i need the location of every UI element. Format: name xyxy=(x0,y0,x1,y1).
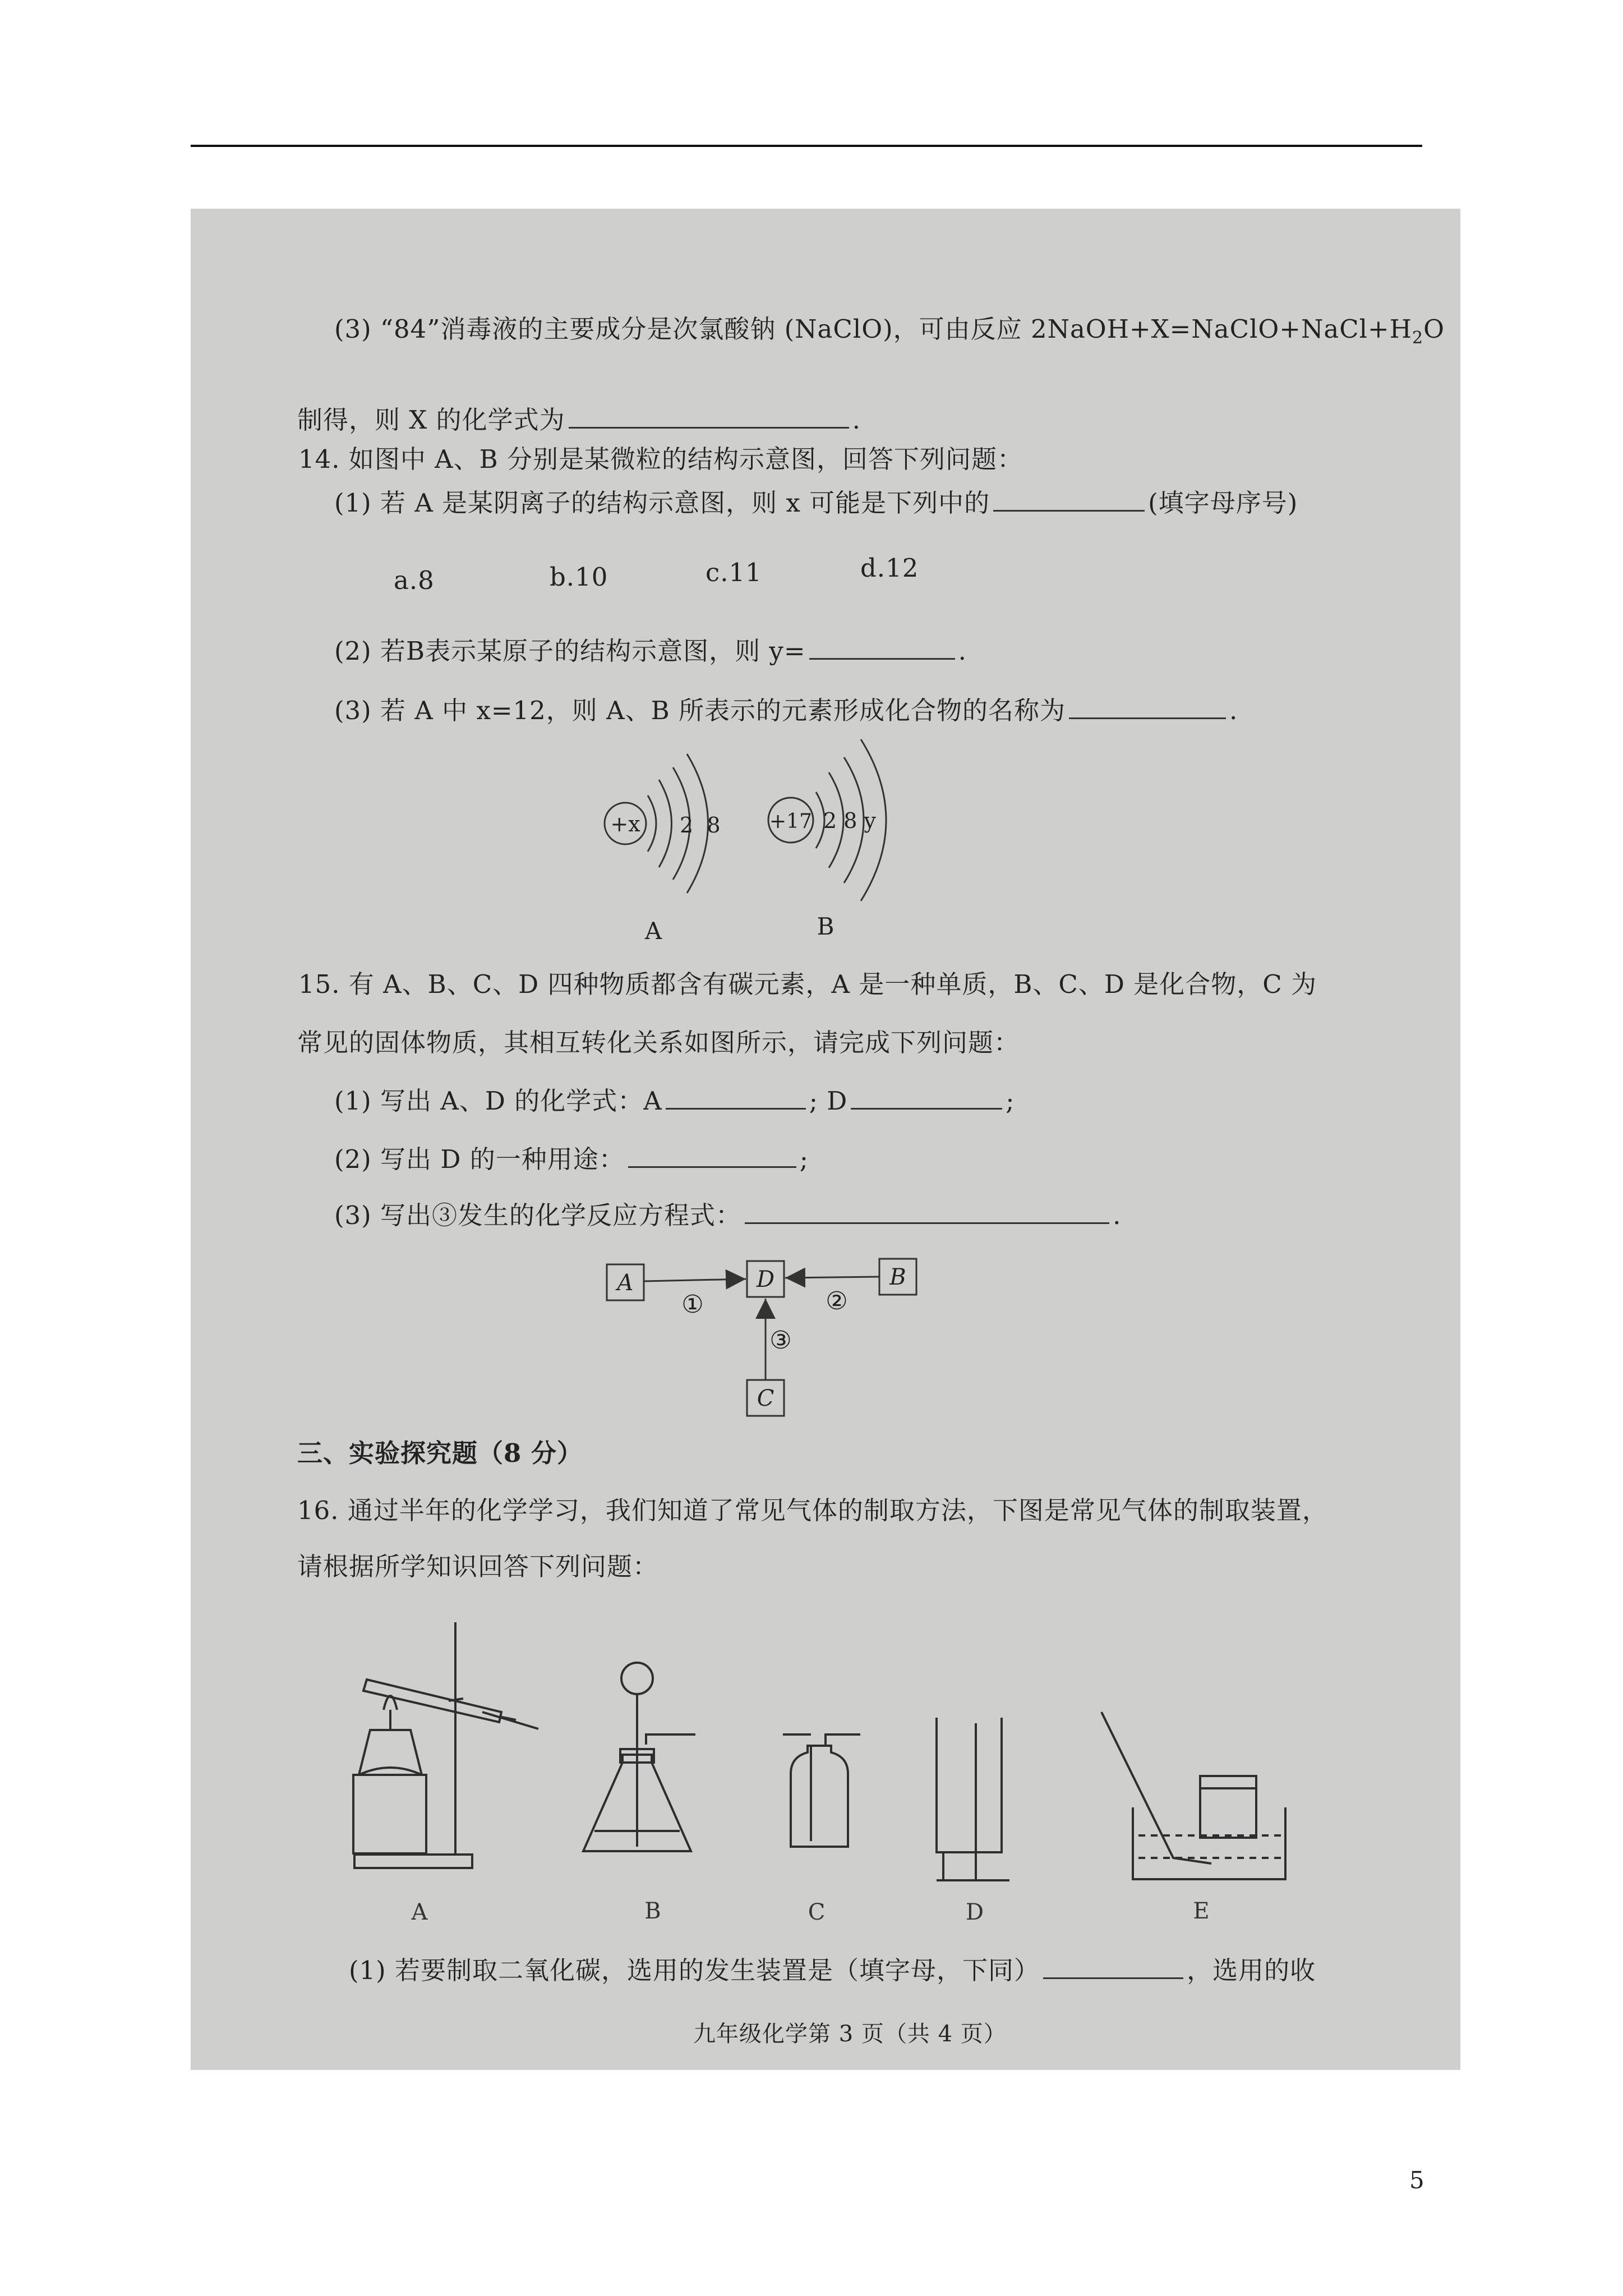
reaction-1-label: ① xyxy=(681,1290,704,1319)
footer-page-label: 九年级化学第 3 页（共 4 页） xyxy=(693,2021,1007,2047)
q14-stem: 14. 如图中 A、B 分别是某微粒的结构示意图，回答下列问题： xyxy=(298,444,1023,474)
box-c-label: C xyxy=(757,1386,774,1411)
box-b-label: B xyxy=(889,1264,906,1290)
q14-option-a: a.8 xyxy=(394,565,435,595)
reaction-3-label: ③ xyxy=(769,1326,792,1355)
atom-a-nucleus: +x xyxy=(610,812,640,836)
apparatus-label-b: B xyxy=(644,1898,661,1924)
atom-a-shells: 2 8 xyxy=(680,813,721,838)
q16-line2: 请根据所学知识回答下列问题： xyxy=(297,1552,659,1581)
q14-option-d: d.12 xyxy=(860,553,919,583)
q14-p2: (2) 若B表示某原子的结构示意图，则 y= . xyxy=(334,636,967,666)
apparatus-d xyxy=(937,1718,1009,1880)
q14-p3: (3) 若 A 中 x=12，则 A、B 所表示的元素形成化合物的名称为 . xyxy=(334,696,1238,725)
apparatus-diagram xyxy=(191,209,1460,2070)
q14-option-c: c.11 xyxy=(706,558,762,587)
atom-a-label: A xyxy=(644,917,662,945)
box-a-label: A xyxy=(617,1270,634,1296)
q14-option-b: b.10 xyxy=(550,562,608,592)
q13-p3-line1: (3) “84”消毒液的主要成分是次氯酸钠 (NaClO)，可由反应 $2NaOH+X=NaClO+NaCl+H_2O$ xyxy=(334,314,1445,348)
reaction-2-label: ② xyxy=(826,1287,848,1315)
apparatus-b xyxy=(583,1663,695,1851)
atom-b-label: B xyxy=(817,913,834,940)
apparatus-label-d: D xyxy=(965,1899,984,1925)
header-rule xyxy=(191,145,1422,147)
apparatus-label-e: E xyxy=(1193,1898,1210,1924)
q15-line1: 15. 有 A、B、C、D 四种物质都含有碳元素，A 是一种单质，B、C、D 是化合物，C 为 xyxy=(298,969,1317,999)
atom-b-shells: 2 8 y xyxy=(823,808,876,833)
q16-p1: (1) 若要制取二氧化碳，选用的发生装置是（填字母，下同） ，选用的收 xyxy=(349,1955,1316,1985)
q15-p1: (1) 写出 A、D 的化学式：A ; D ; xyxy=(334,1086,1015,1116)
apparatus-a xyxy=(353,1622,538,1868)
q14-p1: (1) 若 A 是某阴离子的结构示意图，则 x 可能是下列中的 (填字母序号) xyxy=(334,488,1298,518)
q15-line2: 常见的固体物质，其相互转化关系如图所示，请完成下列问题： xyxy=(297,1028,1020,1057)
page-number: 5 xyxy=(1409,2166,1424,2194)
apparatus-c xyxy=(783,1734,860,1847)
section-3-title: 三、实验探究题（8 分） xyxy=(297,1438,583,1468)
q16-line1: 16. 通过半年的化学学习，我们知道了常见气体的制取方法，下图是常见气体的制取装置， xyxy=(297,1496,1328,1525)
q15-p2: (2) 写出 D 的一种用途： ; xyxy=(334,1144,809,1174)
atom-b-nucleus: +17 xyxy=(769,810,812,833)
box-d-label: D xyxy=(756,1267,775,1292)
answer-blank[interactable] xyxy=(1043,1955,1183,1979)
q15-p3: (3) 写出③发生的化学反应方程式： . xyxy=(334,1200,1122,1230)
apparatus-e xyxy=(1101,1712,1285,1879)
q13-p3-line2: 制得，则 X 的化学式为 . xyxy=(297,405,861,435)
apparatus-label-a: A xyxy=(411,1899,428,1925)
scanned-exam-photo xyxy=(191,209,1460,2070)
apparatus-label-c: C xyxy=(808,1899,826,1925)
